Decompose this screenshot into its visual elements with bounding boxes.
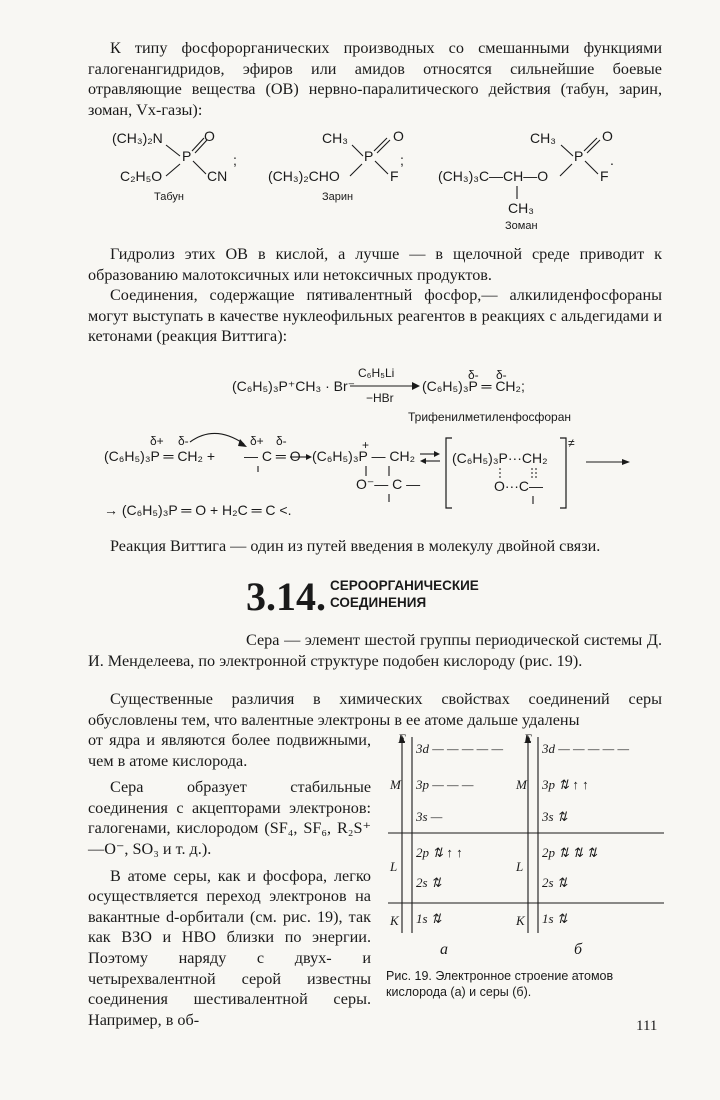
wittig-paragraph [88, 536, 662, 557]
oxygen-shell-l: L [390, 859, 398, 874]
reaction1-delta-p: δ- [468, 368, 479, 382]
reaction2-plus-charge: + [362, 438, 370, 452]
intro-text: К типу фосфорорганических производных со смешанными функциями галогенангидридов, эфиров или амидов относятся сильнейшие боевые отравляющие вещества (ОВ) нервно-паралитического действия (табун, зарин, зоман, Vx-газы): [88, 39, 662, 119]
reaction1-product-name: Трифенилметиленфосфоран [408, 410, 572, 424]
wittig-text: Реакция Виттига — один из путей введения в молекулу двойной связи. [110, 537, 601, 555]
soman-branch: CH₃ [508, 200, 534, 216]
tabun-oxygen: O [204, 128, 215, 144]
sarin-right-group: F [390, 168, 399, 184]
reaction-olefin-product: → (C₆H₅)₃P ═ O + H₂C ═ C <. [104, 502, 292, 518]
panel-label-b: б [574, 941, 583, 958]
sarin-separator: ; [400, 152, 404, 168]
column-continuation: от ядра и являются более подвижными, чем в атоме кислорода. [88, 731, 371, 770]
left-column-text [88, 730, 371, 1030]
soman-chain: (CH₃)₃C—CH—O [438, 168, 549, 184]
sulfur-3d: 3d — — — — — [542, 741, 630, 756]
sulfur-shell-m: M [516, 777, 527, 792]
sarin-p-atom: P [364, 148, 374, 164]
reaction2-delta-minus-o: δ- [276, 434, 287, 448]
sulfur-paragraph-1 [88, 630, 662, 671]
sulfur-shell-k: K [516, 913, 525, 928]
transition-state-bottom: O···C— [494, 478, 543, 494]
oxygen-2s: 2s ⇅ [416, 875, 442, 890]
soman-end-mark: . [610, 152, 614, 168]
reaction1-product: (C₆H₅)₃P ═ CH₂; [422, 378, 525, 394]
section-title-line2: СОЕДИНЕНИЯ [330, 595, 427, 610]
oxygen-shell-k: K [390, 913, 399, 928]
soman-top-group: CH₃ [530, 130, 556, 146]
sulfur-energy-axis-label: E [524, 731, 532, 746]
oxygen-2p: 2p ⇅ ↑ ↑ [416, 845, 463, 860]
ylide-text: Соединения, содержащие пятивалентный фосфор,— алкилиденфосфораны могут выступать в качестве нуклеофильных реагентов в реакциях с альдегидами и кетонами (реакция Виттига): [88, 286, 662, 346]
sulfur-shell-l: L [516, 859, 524, 874]
tabun-label: Табун [154, 191, 184, 203]
oxygen-energy-axis-label: E [398, 731, 406, 746]
figure-caption: Рис. 19. Электронное строение атомов кислорода (а) и серы (б). [386, 969, 614, 999]
reaction2-carbonyl: — C ═ O [244, 448, 301, 464]
panel-label-a: а [440, 941, 448, 958]
tabun-p-atom: P [182, 148, 192, 164]
reaction1-reagent-top: C₆H₅Li [358, 366, 395, 380]
section-number: 3.14. [246, 574, 326, 619]
sulfur-text-1: Сера — элемент шестой группы периодической системы Д. И. Менделеева, по электронной структуре подобен кислороду (рис. 19). [88, 631, 662, 670]
sulfur-3p: 3p ⇅ ↑ ↑ [542, 777, 589, 792]
reaction2-delta-plus-co: δ+ [250, 434, 264, 448]
oxygen-3p: 3p — — — [416, 777, 474, 792]
reaction1-reactant: (C₆H₅)₃P⁺CH₃ · Br⁻ [232, 378, 356, 394]
oxygen-3s: 3s — [416, 809, 443, 824]
sarin-bottom-group: (CH₃)₂CHO [268, 168, 340, 184]
soman-oxygen: O [602, 128, 613, 144]
column-paragraph-4: В атоме серы, как и фосфора, легко осуществляется переход электронов на вакантные d-орбитали (см. рис. 19), так как ВЗО и НВО близки по энергии. Поэтому наряду с двух- и четырехвалентной серой известны соединения шестивалентной серы. Например, в об- [88, 866, 371, 1029]
sarin-top-group: CH₃ [322, 130, 348, 146]
reaction2-delta-plus-p: δ+ [150, 434, 164, 448]
section-title-line1: СЕРООРГАНИЧЕСКИЕ [330, 578, 479, 593]
soman-right-group: F [600, 168, 609, 184]
tabun-bottom-group: C₂H₅O [120, 168, 163, 184]
sarin-oxygen: O [393, 128, 404, 144]
intro-paragraph [88, 38, 662, 120]
soman-label: Зоман [505, 220, 538, 232]
hydrolysis-text: Гидролиз этих ОВ в кислой, а лучше — в щелочной среде приводит к образованию малотоксичных или нетоксичных продуктов. [88, 245, 662, 284]
sulfur-3s: 3s ⇅ [542, 809, 568, 824]
sulfur-1s: 1s ⇅ [542, 911, 568, 926]
sulfur-text-2: Существенные различия в химических свойствах соединений серы обусловлены тем, что валентные электроны в ее атоме дальше удалены [88, 690, 662, 729]
oxygen-1s: 1s ⇅ [416, 911, 442, 926]
sulfur-2s: 2s ⇅ [542, 875, 568, 890]
sulfur-paragraph-2 [88, 689, 662, 730]
tabun-separator: ; [233, 152, 237, 168]
page-number: 111 [636, 1018, 658, 1034]
reaction2-betaine-top: (C₆H₅)₃P — CH₂ [312, 448, 416, 464]
reaction2-ylide: (C₆H₅)₃P ═ CH₂ + [104, 448, 216, 464]
reaction1-reagent-bottom: −HBr [366, 391, 394, 405]
hydrolysis-paragraph [88, 244, 662, 347]
reaction1-delta-c: δ- [496, 368, 507, 382]
sarin-label: Зарин [322, 191, 354, 203]
transition-state-top: (C₆H₅)₃P···CH₂ [452, 450, 548, 466]
figure-electron-structure [388, 733, 664, 963]
sulfur-2p: 2p ⇅ ⇅ ⇅ [542, 845, 598, 860]
reaction2-betaine-bonds [0, 0, 1, 1]
oxygen-3d: 3d — — — — — [416, 741, 504, 756]
tabun-top-group: (CH₃)₂N [112, 130, 163, 146]
soman-p-atom: P [574, 148, 584, 164]
reaction2-delta-minus-c: δ- [178, 434, 189, 448]
column-paragraph-3: Сера образует стабильные соединения с акцепторами электронов: галогенами, кислородом (SF₄, SF₆, R₂S⁺—O⁻, SO₃ и т. д.). [88, 778, 371, 858]
oxygen-shell-m: M [390, 777, 401, 792]
reaction2-betaine-bottom: O⁻— C — [356, 476, 421, 492]
transition-state-mark: ≠ [568, 436, 575, 450]
tabun-right-group: CN [207, 168, 228, 184]
